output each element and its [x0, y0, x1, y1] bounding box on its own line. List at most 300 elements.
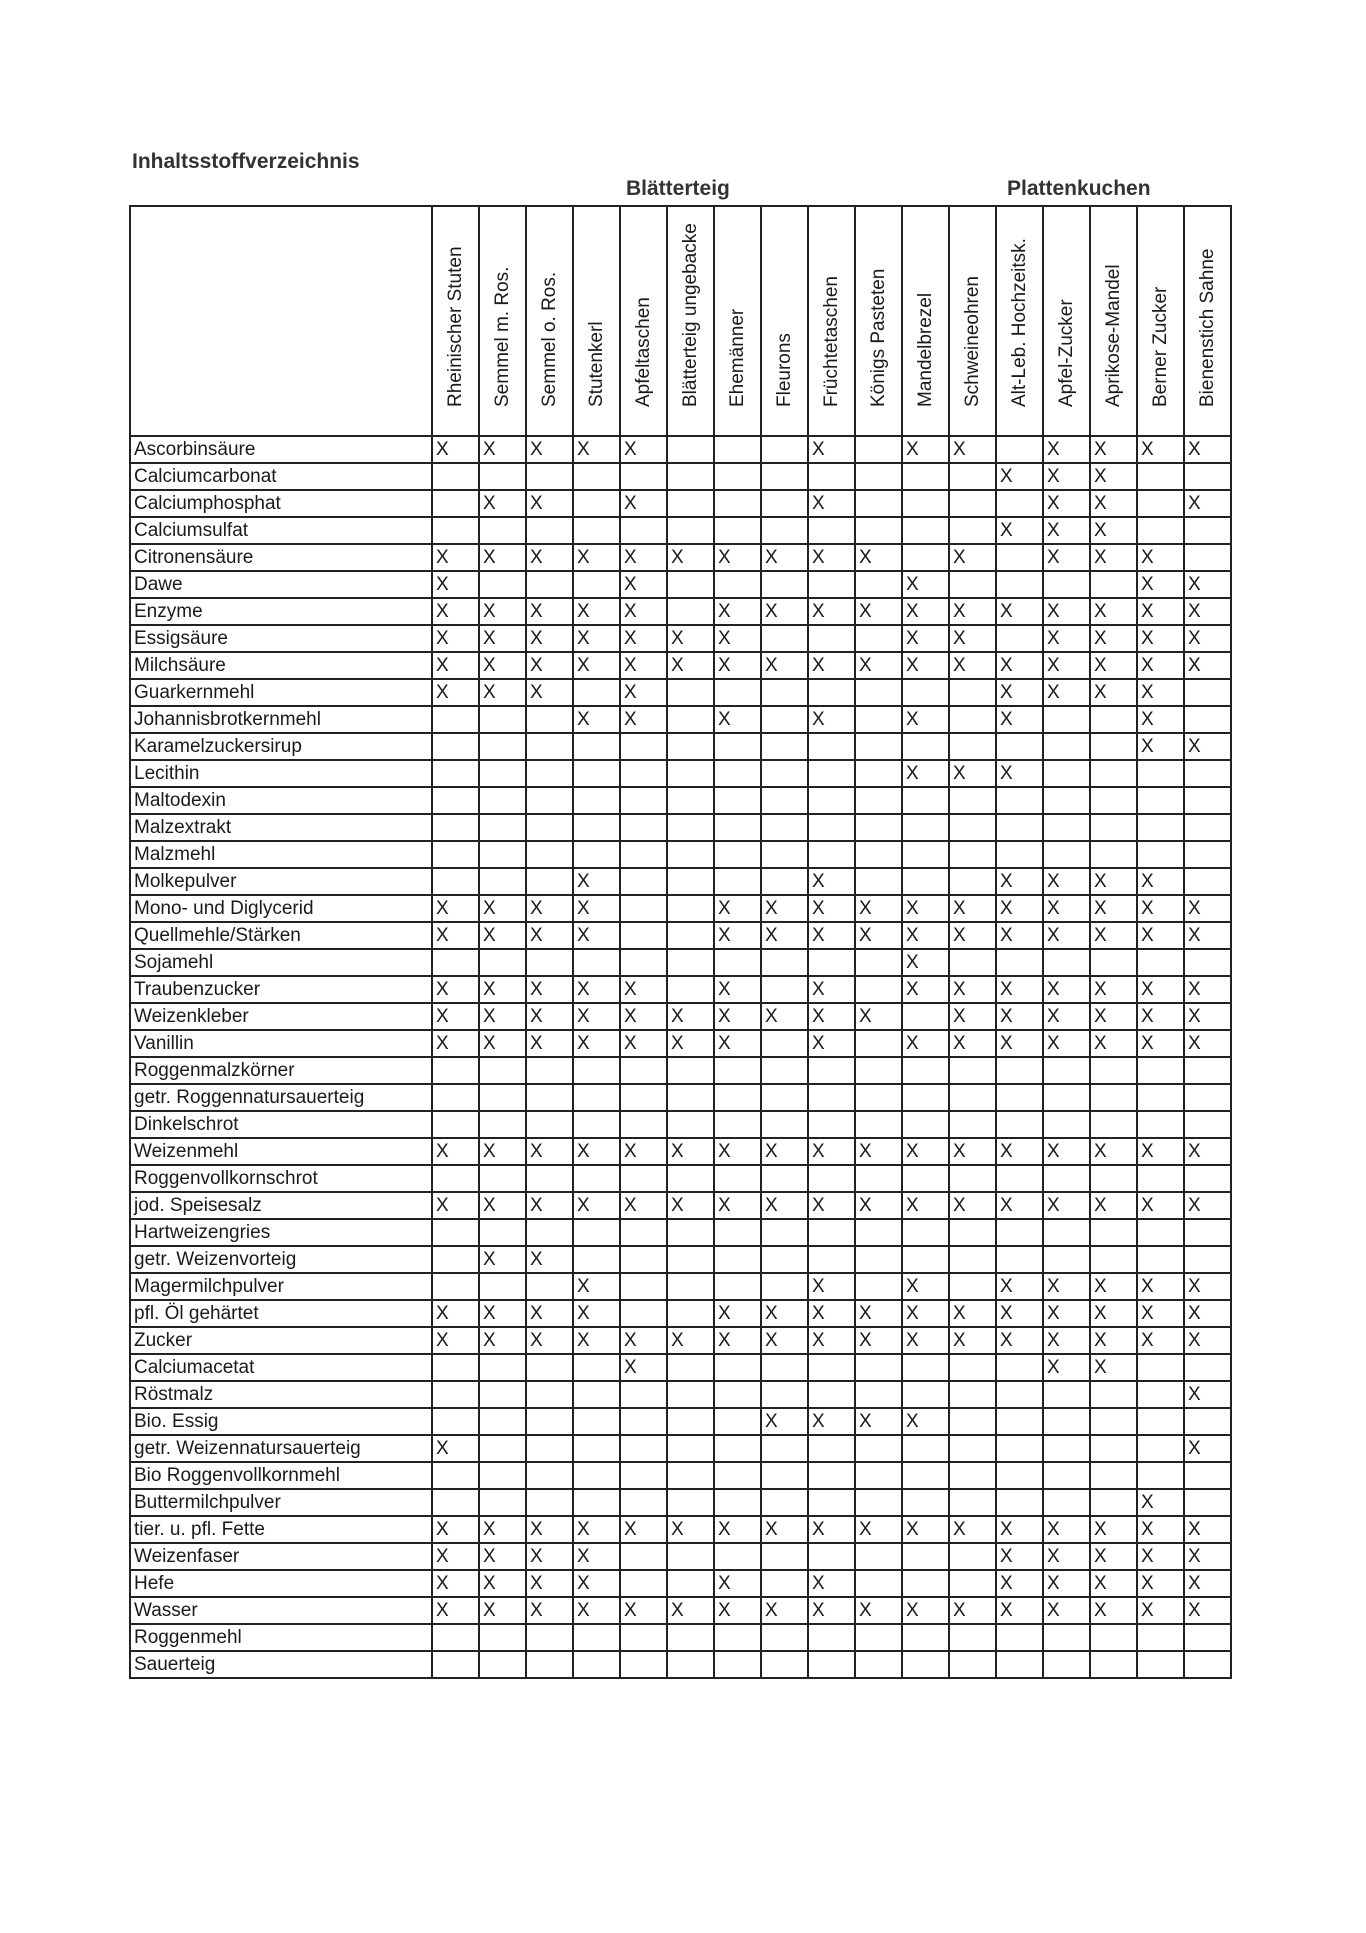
table-cell: X [949, 895, 996, 922]
table-cell [1043, 733, 1090, 760]
table-cell: X [808, 1597, 855, 1624]
table-cell [1137, 1165, 1184, 1192]
table-cell [573, 1354, 620, 1381]
table-cell [432, 517, 479, 544]
table-cell [761, 1246, 808, 1273]
table-cell [526, 571, 573, 598]
table-cell: X [620, 490, 667, 517]
table-cell: X [855, 1408, 902, 1435]
table-cell: X [1137, 1489, 1184, 1516]
table-cell [620, 1057, 667, 1084]
table-cell [902, 841, 949, 868]
table-cell [526, 1435, 573, 1462]
table-cell [1184, 1651, 1231, 1678]
table-cell: X [1137, 436, 1184, 463]
table-cell: X [526, 490, 573, 517]
table-cell [573, 1057, 620, 1084]
table-cell: X [761, 1597, 808, 1624]
table-cell: X [479, 1192, 526, 1219]
table-cell [761, 1489, 808, 1516]
table-cell: X [432, 1030, 479, 1057]
table-cell: X [620, 1138, 667, 1165]
table-row [130, 1219, 1231, 1246]
table-cell: X [1043, 517, 1090, 544]
table-cell [1043, 814, 1090, 841]
table-cell [1090, 1435, 1137, 1462]
table-cell: X [808, 1300, 855, 1327]
table-cell: X [479, 922, 526, 949]
table-cell [573, 760, 620, 787]
table-cell [620, 1489, 667, 1516]
table-cell [432, 1219, 479, 1246]
column-header-label: Berner Zucker [1149, 286, 1171, 407]
table-cell: X [714, 625, 761, 652]
column-header [479, 206, 526, 436]
table-cell [855, 1354, 902, 1381]
table-row [130, 544, 1231, 571]
table-row [130, 1408, 1231, 1435]
table-cell [620, 895, 667, 922]
table-cell [479, 1462, 526, 1489]
table-cell [855, 1462, 902, 1489]
table-cell: X [479, 1543, 526, 1570]
table-cell: X [761, 1192, 808, 1219]
table-cell [1090, 1651, 1137, 1678]
table-cell [479, 1273, 526, 1300]
table-cell: X [667, 544, 714, 571]
table-cell: X [996, 1030, 1043, 1057]
table-cell: X [526, 1003, 573, 1030]
table-cell: X [902, 571, 949, 598]
table-cell [902, 733, 949, 760]
table-row [130, 1030, 1231, 1057]
table-cell [620, 760, 667, 787]
table-cell [526, 1219, 573, 1246]
table-cell [902, 1624, 949, 1651]
table-cell [1137, 1462, 1184, 1489]
table-cell: X [667, 1030, 714, 1057]
table-cell [620, 1543, 667, 1570]
table-cell [667, 679, 714, 706]
table-cell [573, 841, 620, 868]
table-cell [902, 1651, 949, 1678]
table-cell [620, 517, 667, 544]
table-cell: X [1043, 1543, 1090, 1570]
table-cell [902, 517, 949, 544]
table-cell: X [479, 436, 526, 463]
table-cell [1137, 1246, 1184, 1273]
table-cell: X [714, 976, 761, 1003]
table-cell [714, 1354, 761, 1381]
column-header [526, 206, 573, 436]
table-cell: X [1184, 1543, 1231, 1570]
table-cell [479, 1408, 526, 1435]
column-header [996, 206, 1043, 436]
table-cell [996, 625, 1043, 652]
table-cell: X [949, 625, 996, 652]
table-cell [620, 463, 667, 490]
table-cell [855, 1084, 902, 1111]
column-header [667, 206, 714, 436]
table-cell: X [902, 706, 949, 733]
table-cell [1043, 1408, 1090, 1435]
table-cell [479, 517, 526, 544]
table-cell: X [432, 895, 479, 922]
table-cell [573, 571, 620, 598]
table-cell [949, 1246, 996, 1273]
table-cell: X [620, 1597, 667, 1624]
table-cell: X [1043, 1138, 1090, 1165]
table-cell: X [1043, 976, 1090, 1003]
table-cell [1090, 787, 1137, 814]
table-row [130, 1435, 1231, 1462]
table-cell [479, 1624, 526, 1651]
table-cell: X [714, 1192, 761, 1219]
table-cell [808, 1246, 855, 1273]
table-cell: X [1184, 1192, 1231, 1219]
table-cell [432, 949, 479, 976]
table-cell: X [526, 1327, 573, 1354]
ingredient-name: Buttermilchpulver [130, 1489, 432, 1516]
column-header [1090, 206, 1137, 436]
table-cell [902, 1003, 949, 1030]
table-cell: X [761, 1138, 808, 1165]
table-cell: X [1184, 1138, 1231, 1165]
table-cell [996, 571, 1043, 598]
table-cell: X [714, 598, 761, 625]
table-cell: X [1043, 1597, 1090, 1624]
table-cell [667, 1624, 714, 1651]
table-cell: X [1184, 1570, 1231, 1597]
table-row [130, 571, 1231, 598]
table-cell: X [1184, 1003, 1231, 1030]
table-cell: X [1137, 1030, 1184, 1057]
table-cell: X [996, 1327, 1043, 1354]
table-cell [714, 1219, 761, 1246]
table-cell [573, 1084, 620, 1111]
table-cell: X [1137, 1273, 1184, 1300]
table-row [130, 1381, 1231, 1408]
table-cell: X [996, 1192, 1043, 1219]
table-cell [573, 1651, 620, 1678]
table-cell [526, 1624, 573, 1651]
table-header-row [130, 206, 1231, 436]
table-cell [620, 1570, 667, 1597]
table-cell [855, 868, 902, 895]
table-cell [432, 1111, 479, 1138]
column-header [902, 206, 949, 436]
table-cell [1184, 1246, 1231, 1273]
table-cell: X [855, 1327, 902, 1354]
table-cell [761, 868, 808, 895]
table-cell [761, 1435, 808, 1462]
table-cell [573, 517, 620, 544]
table-cell [902, 1165, 949, 1192]
group-label-plattenkuchen: Plattenkuchen [1007, 177, 1151, 200]
table-row [130, 679, 1231, 706]
table-cell [761, 571, 808, 598]
table-cell [855, 841, 902, 868]
table-cell [808, 1489, 855, 1516]
table-cell: X [902, 1138, 949, 1165]
table-cell [855, 787, 902, 814]
table-cell: X [808, 1273, 855, 1300]
table-cell [432, 1381, 479, 1408]
table-cell: X [1090, 1354, 1137, 1381]
table-cell [855, 1651, 902, 1678]
table-cell [667, 1408, 714, 1435]
table-body [130, 436, 1231, 1678]
table-cell: X [479, 1138, 526, 1165]
table-cell [1137, 517, 1184, 544]
table-cell: X [526, 625, 573, 652]
table-cell [949, 706, 996, 733]
table-row [130, 1597, 1231, 1624]
table-cell: X [479, 625, 526, 652]
ingredient-name: Calciumacetat [130, 1354, 432, 1381]
table-cell [996, 1624, 1043, 1651]
table-cell [667, 760, 714, 787]
column-header-label: Schweineohren [961, 276, 983, 407]
table-cell [479, 1084, 526, 1111]
table-cell [620, 1408, 667, 1435]
table-cell: X [573, 1003, 620, 1030]
table-cell [1137, 1354, 1184, 1381]
table-cell [573, 1489, 620, 1516]
table-cell [479, 868, 526, 895]
table-cell: X [1137, 571, 1184, 598]
column-header-label: Früchtetaschen [820, 276, 842, 407]
table-cell [1043, 787, 1090, 814]
table-cell [808, 517, 855, 544]
ingredient-name: Traubenzucker [130, 976, 432, 1003]
table-cell: X [1090, 679, 1137, 706]
table-cell: X [714, 544, 761, 571]
table-row [130, 1543, 1231, 1570]
table-cell [855, 1624, 902, 1651]
column-header [573, 206, 620, 436]
table-cell [714, 436, 761, 463]
table-cell: X [432, 679, 479, 706]
table-cell [996, 490, 1043, 517]
table-cell: X [1043, 1003, 1090, 1030]
column-header-label: Bienenstich Sahne [1196, 248, 1218, 407]
table-cell [1090, 1381, 1137, 1408]
column-header-label: Königs Pasteten [867, 268, 889, 407]
ingredient-name: Vanillin [130, 1030, 432, 1057]
table-cell [902, 1489, 949, 1516]
ingredient-name: Sojamehl [130, 949, 432, 976]
table-cell: X [808, 652, 855, 679]
table-cell: X [573, 1570, 620, 1597]
table-cell: X [432, 1435, 479, 1462]
table-cell: X [996, 1138, 1043, 1165]
table-cell: X [808, 1003, 855, 1030]
table-cell: X [1137, 1570, 1184, 1597]
group-label-blaetterteig: Blätterteig [626, 177, 730, 200]
table-cell [1184, 868, 1231, 895]
table-row [130, 814, 1231, 841]
table-cell: X [1184, 1597, 1231, 1624]
table-cell [1043, 1246, 1090, 1273]
table-cell [949, 1489, 996, 1516]
table-cell [949, 1462, 996, 1489]
table-cell [761, 490, 808, 517]
table-cell [902, 1435, 949, 1462]
table-cell [1043, 760, 1090, 787]
table-cell [1090, 949, 1137, 976]
table-cell: X [1137, 976, 1184, 1003]
table-cell [1043, 1381, 1090, 1408]
table-cell [714, 463, 761, 490]
table-cell [1137, 787, 1184, 814]
ingredient-name: Molkepulver [130, 868, 432, 895]
table-cell [949, 679, 996, 706]
table-cell: X [1137, 1516, 1184, 1543]
table-cell: X [714, 1003, 761, 1030]
table-cell [667, 1057, 714, 1084]
table-cell [432, 1246, 479, 1273]
ingredient-name: Wasser [130, 1597, 432, 1624]
table-cell [714, 1057, 761, 1084]
table-cell [526, 463, 573, 490]
table-cell [855, 949, 902, 976]
table-cell [996, 841, 1043, 868]
table-row [130, 733, 1231, 760]
ingredient-name: Maltodexin [130, 787, 432, 814]
table-cell: X [1090, 652, 1137, 679]
table-cell: X [573, 1192, 620, 1219]
table-cell: X [573, 436, 620, 463]
table-cell [1090, 841, 1137, 868]
table-cell [808, 625, 855, 652]
table-cell: X [855, 1138, 902, 1165]
table-cell [620, 949, 667, 976]
ingredient-name: Calciumphosphat [130, 490, 432, 517]
table-cell [573, 1624, 620, 1651]
table-cell [855, 1165, 902, 1192]
table-cell: X [573, 1543, 620, 1570]
table-cell [573, 949, 620, 976]
table-cell [1137, 1435, 1184, 1462]
table-cell: X [620, 598, 667, 625]
table-cell: X [526, 976, 573, 1003]
column-header-label: Semmel o. Ros. [538, 271, 560, 407]
table-cell: X [620, 436, 667, 463]
table-cell: X [1137, 1327, 1184, 1354]
table-cell: X [949, 922, 996, 949]
table-row [130, 1111, 1231, 1138]
table-cell [620, 922, 667, 949]
table-cell: X [761, 1327, 808, 1354]
table-cell: X [1184, 598, 1231, 625]
table-cell [996, 1084, 1043, 1111]
table-cell: X [526, 1300, 573, 1327]
table-cell [808, 760, 855, 787]
column-header [620, 206, 667, 436]
table-cell: X [573, 1138, 620, 1165]
table-cell [761, 814, 808, 841]
table-row [130, 1165, 1231, 1192]
table-cell [996, 1354, 1043, 1381]
table-cell [526, 706, 573, 733]
table-cell [620, 1165, 667, 1192]
column-header [808, 206, 855, 436]
table-cell: X [1137, 1597, 1184, 1624]
table-cell [949, 571, 996, 598]
table-cell: X [996, 1597, 1043, 1624]
table-cell: X [1043, 598, 1090, 625]
table-cell [855, 1219, 902, 1246]
table-cell [996, 1219, 1043, 1246]
table-cell [761, 463, 808, 490]
table-cell [996, 814, 1043, 841]
table-cell [573, 1408, 620, 1435]
ingredient-name: Roggenmalzkörner [130, 1057, 432, 1084]
table-row [130, 1516, 1231, 1543]
table-cell: X [808, 598, 855, 625]
table-cell [996, 1462, 1043, 1489]
ingredient-name: Dawe [130, 571, 432, 598]
table-cell: X [620, 1192, 667, 1219]
table-cell: X [573, 922, 620, 949]
table-cell [667, 1219, 714, 1246]
table-cell [1184, 814, 1231, 841]
table-cell [1090, 814, 1137, 841]
table-cell [1137, 1624, 1184, 1651]
table-cell: X [432, 544, 479, 571]
table-cell [620, 1111, 667, 1138]
table-cell [479, 949, 526, 976]
table-cell [1090, 1489, 1137, 1516]
table-cell [949, 1273, 996, 1300]
table-cell: X [1090, 517, 1137, 544]
table-cell [432, 1462, 479, 1489]
table-cell [1090, 706, 1137, 733]
table-cell [667, 733, 714, 760]
table-cell [949, 1408, 996, 1435]
table-cell: X [1043, 679, 1090, 706]
table-cell: X [996, 868, 1043, 895]
table-cell [573, 1435, 620, 1462]
table-row [130, 1084, 1231, 1111]
table-cell: X [573, 1597, 620, 1624]
table-cell [1137, 814, 1184, 841]
table-cell [855, 1570, 902, 1597]
table-cell [1184, 517, 1231, 544]
table-cell [667, 1111, 714, 1138]
table-cell: X [996, 1516, 1043, 1543]
table-cell [949, 517, 996, 544]
table-cell [714, 814, 761, 841]
ingredient-name: Hefe [130, 1570, 432, 1597]
table-cell: X [949, 1192, 996, 1219]
table-cell [949, 814, 996, 841]
table-cell: X [1090, 1597, 1137, 1624]
table-cell: X [1043, 490, 1090, 517]
table-cell [1137, 1219, 1184, 1246]
column-header-label: Aprikose-Mandel [1102, 264, 1124, 407]
table-cell [1184, 679, 1231, 706]
table-cell: X [1043, 652, 1090, 679]
table-cell [1090, 1624, 1137, 1651]
table-cell [526, 733, 573, 760]
table-cell: X [1184, 895, 1231, 922]
table-cell: X [1137, 544, 1184, 571]
table-cell: X [949, 1300, 996, 1327]
table-cell: X [573, 976, 620, 1003]
table-cell: X [1137, 625, 1184, 652]
